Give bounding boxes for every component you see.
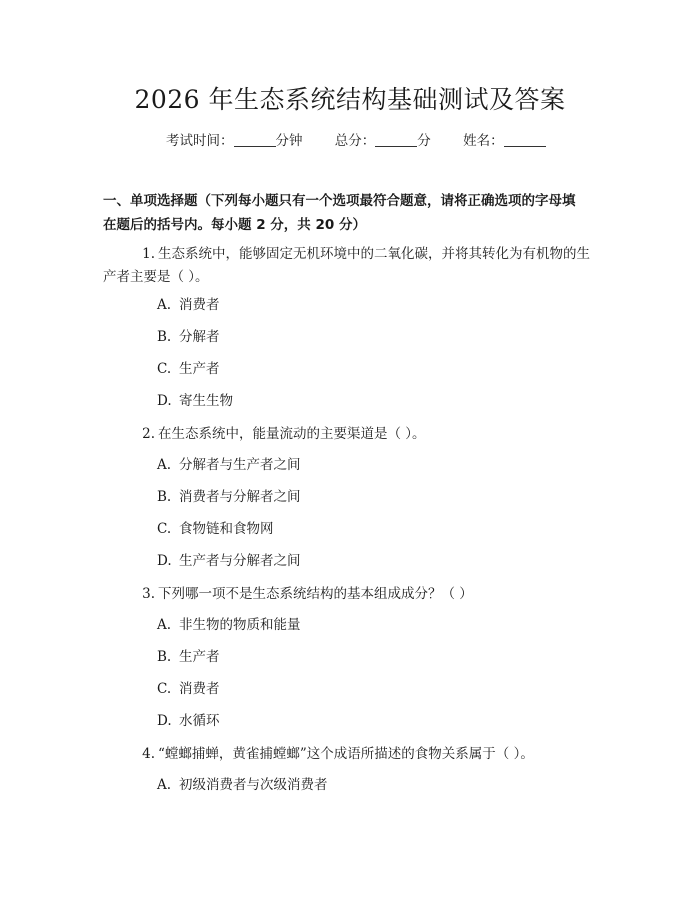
question-3-number: 3.: [142, 586, 155, 602]
option-letter: A.: [157, 297, 172, 313]
total-score-blank: [375, 132, 417, 147]
question-2: [103, 423, 603, 446]
question-1-option-a: [157, 295, 220, 315]
option-text: 消费者: [179, 297, 220, 313]
question-3-option-b: [157, 647, 220, 667]
exam-time-field: [166, 133, 303, 149]
question-3: [103, 583, 603, 606]
option-text: 生产者与分解者之间: [179, 553, 301, 569]
question-3-text-1: 下列哪一项不是生态系统结构的基本组成成分？（ ）: [158, 586, 473, 602]
option-letter: D.: [157, 713, 172, 729]
option-text: 消费者: [179, 681, 220, 697]
exam-time-unit: 分钟: [275, 133, 303, 149]
option-letter: B.: [157, 489, 172, 505]
name-field: [463, 133, 546, 149]
question-2-number: 2.: [142, 426, 155, 442]
option-letter: C.: [157, 361, 172, 377]
option-letter: A.: [157, 617, 172, 633]
option-text: 寄生生物: [179, 393, 233, 409]
option-letter: D.: [157, 553, 172, 569]
option-text: 消费者与分解者之间: [179, 489, 301, 505]
question-2-text-1: 在生态系统中，能量流动的主要渠道是（ ）。: [158, 426, 426, 442]
question-4: [103, 743, 603, 766]
option-letter: D.: [157, 393, 172, 409]
option-text: 食物链和食物网: [179, 521, 274, 537]
question-1-text-2: 产者主要是（ ）。: [103, 269, 209, 285]
question-2-option-c: [157, 519, 274, 539]
option-letter: B.: [157, 329, 172, 345]
question-3-option-d: [157, 711, 220, 731]
question-1-line-1: [103, 243, 603, 266]
option-text: 水循环: [179, 713, 220, 729]
option-letter: A.: [157, 457, 172, 473]
option-text: 生产者: [179, 649, 220, 665]
total-score-label: 总分：: [334, 133, 376, 149]
option-letter: A.: [157, 777, 172, 793]
page-title: 2026 年生态系统结构基础测试及答案: [134, 85, 566, 114]
question-3-option-c: [157, 679, 220, 699]
option-letter: B.: [157, 649, 172, 665]
question-1-number: 1.: [142, 246, 155, 262]
question-1: [103, 243, 603, 289]
question-4-text-1: “螳螂捕蝉，黄雀捕螳螂”这个成语所描述的食物关系属于（ ）。: [158, 746, 534, 762]
question-2-option-b: [157, 487, 301, 507]
total-score-field: [335, 133, 431, 149]
question-2-option-d: [157, 551, 301, 571]
exam-time-blank: [234, 132, 276, 147]
question-1-text-1: 生态系统中，能够固定无机环境中的二氧化碳，并将其转化为有机物的生: [158, 246, 590, 262]
total-score-unit: 分: [417, 133, 431, 149]
option-text: 分解者: [179, 329, 220, 345]
option-text: 初级消费者与次级消费者: [179, 777, 328, 793]
question-4-line-1: [103, 743, 603, 766]
name-blank: [504, 132, 546, 147]
question-1-option-d: [157, 391, 233, 411]
option-text: 分解者与生产者之间: [179, 457, 301, 473]
question-4-number: 4.: [142, 746, 155, 762]
question-2-line-1: [103, 423, 603, 446]
question-3-option-a: [157, 615, 301, 635]
question-3-line-1: [103, 583, 603, 606]
name-label: 姓名：: [463, 133, 504, 149]
question-1-option-b: [157, 327, 220, 347]
section-heading-line-1: 一、单项选择题（下列每小题只有一个选项最符合题意，请将正确选项的字母填: [103, 193, 576, 209]
option-text: 非生物的物质和能量: [179, 617, 301, 633]
section-heading: [103, 189, 603, 237]
option-text: 生产者: [179, 361, 220, 377]
exam-info-line: [166, 130, 574, 152]
question-4-option-a: [157, 775, 328, 795]
question-1-option-c: [157, 359, 220, 379]
exam-time-label: 考试时间：: [166, 133, 234, 149]
section-heading-line-2: 在题后的括号内。每小题 2 分，共 20 分）: [103, 217, 366, 233]
option-letter: C.: [157, 681, 172, 697]
question-2-option-a: [157, 455, 301, 475]
option-letter: C.: [157, 521, 172, 537]
